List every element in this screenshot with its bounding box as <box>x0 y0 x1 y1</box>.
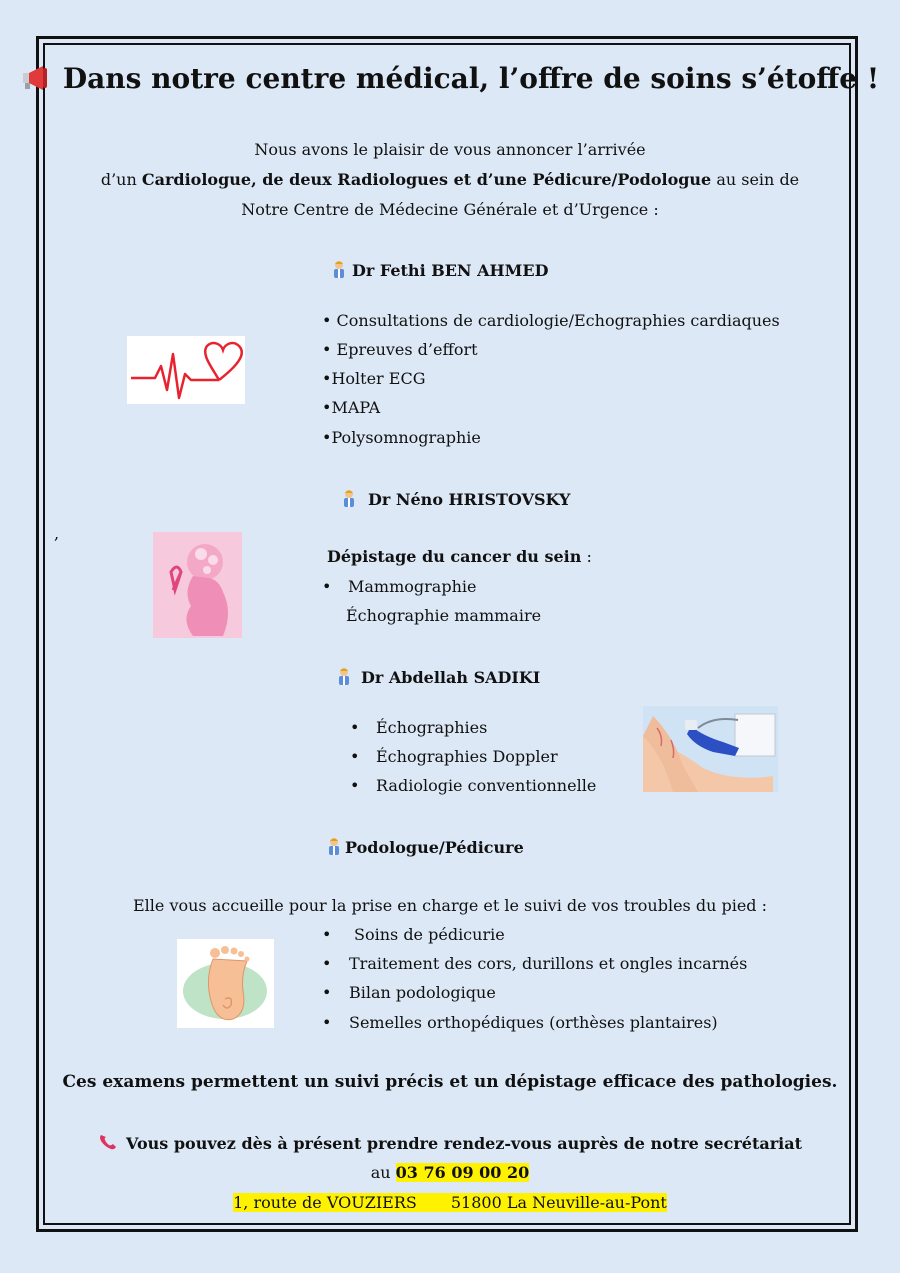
bullet: • <box>350 776 360 795</box>
podologue-name <box>327 837 524 859</box>
phone-icon <box>98 1133 118 1155</box>
doctor-icon <box>332 260 346 282</box>
doctor3-item-2-text: Échographies Doppler <box>376 747 558 766</box>
doctor2-heading-post: : <box>581 547 592 566</box>
bullet: • <box>350 718 360 737</box>
podologue-item-2-text: Traitement des cors, durillons et ongles incarnés <box>349 954 748 973</box>
bullet: • <box>322 925 332 944</box>
doctor1-item-4: •MAPA <box>322 398 381 417</box>
doctor3-item-1-text: Échographies <box>376 718 488 737</box>
breast-cancer-awareness-image <box>153 532 242 638</box>
doctor3-name-text: Dr Abdellah SADIKI <box>361 668 541 687</box>
stray-comma: , <box>54 524 60 543</box>
phone-line <box>0 1163 900 1182</box>
contact-line-text: Vous pouvez dès à présent prendre rendez-vous auprès de notre secrétariat <box>126 1134 802 1153</box>
intro-line-2 <box>0 170 900 189</box>
doctor2-heading-bold: Dépistage du cancer du sein <box>327 547 582 566</box>
closing-statement: Ces examens permettent un suivi précis et un dépistage efficace des pathologies. <box>62 1072 838 1092</box>
address-city: 51800 La Neuville-au-Pont <box>450 1193 667 1212</box>
heartbeat-image <box>127 336 245 404</box>
doctor3-item-2 <box>350 747 558 766</box>
intro-line-2-pre: d’un <box>100 170 142 189</box>
podologue-item-2 <box>322 954 747 973</box>
doctor-icon <box>342 489 356 511</box>
doctor1-item-2: • Epreuves d’effort <box>322 340 478 359</box>
doctor2-name-text: Dr Néno HRISTOVSKY <box>368 490 571 509</box>
doctor3-item-1 <box>350 718 487 737</box>
podologue-item-1 <box>322 925 505 944</box>
intro-line-2-post: au sein de <box>711 170 800 189</box>
address-street: 1, route de VOUZIERS <box>233 1193 417 1212</box>
intro-line-1: Nous avons le plaisir de vous annoncer l’arrivée <box>254 140 646 159</box>
contact-line <box>0 1133 900 1155</box>
podologue-item-1-text: Soins de pédicurie <box>354 925 505 944</box>
bullet: • <box>350 747 360 766</box>
bullet: • <box>322 983 332 1002</box>
podologue-item-4-text: Semelles orthopédiques (orthèses plantaires) <box>349 1013 718 1032</box>
podologue-name-text: Podologue/Pédicure <box>345 838 524 857</box>
doctor1-item-1: • Consultations de cardiologie/Echographies cardiaques <box>322 311 780 330</box>
doctor2-heading <box>327 547 592 566</box>
podologue-item-4 <box>322 1013 718 1032</box>
bullet: • <box>322 577 332 596</box>
title-text: Dans notre centre médical, l’offre de soins s’étoffe ! <box>62 62 880 95</box>
intro-line-3: Notre Centre de Médecine Générale et d’Urgence : <box>241 200 659 219</box>
doctor-icon <box>337 667 351 689</box>
doppler-ultrasound-image <box>643 706 778 792</box>
doctor3-name <box>337 667 540 689</box>
doctor1-item-3: •Holter ECG <box>322 369 426 388</box>
doctor1-name <box>332 260 548 282</box>
phone-prefix: au <box>370 1163 396 1182</box>
doctor-icon <box>327 837 341 859</box>
phone-number[interactable]: 03 76 09 00 20 <box>395 1163 530 1182</box>
doctor2-item-2: Échographie mammaire <box>346 606 542 625</box>
bullet: • <box>322 954 332 973</box>
intro-line-2-bold: Cardiologue, de deux Radiologues et d’une Pédicure/Podologue <box>141 170 712 189</box>
address-line <box>0 1193 900 1212</box>
megaphone-icon <box>21 64 51 99</box>
foot-care-image <box>177 939 274 1028</box>
podologue-item-3-text: Bilan podologique <box>349 983 496 1002</box>
podologue-item-3 <box>322 983 496 1002</box>
podologue-intro: Elle vous accueille pour la prise en charge et le suivi de vos troubles du pied : <box>132 896 768 915</box>
address-highlight <box>233 1193 667 1212</box>
doctor2-item-1 <box>322 577 476 596</box>
doctor3-item-3 <box>350 776 596 795</box>
doctor3-item-3-text: Radiologie conventionnelle <box>376 776 597 795</box>
page-title <box>0 62 900 99</box>
doctor1-name-text: Dr Fethi BEN AHMED <box>352 261 549 280</box>
doctor1-item-5: •Polysomnographie <box>322 428 481 447</box>
doctor2-name <box>342 489 570 511</box>
doctor2-item-1-text: Mammographie <box>348 577 477 596</box>
bullet: • <box>322 1013 332 1032</box>
